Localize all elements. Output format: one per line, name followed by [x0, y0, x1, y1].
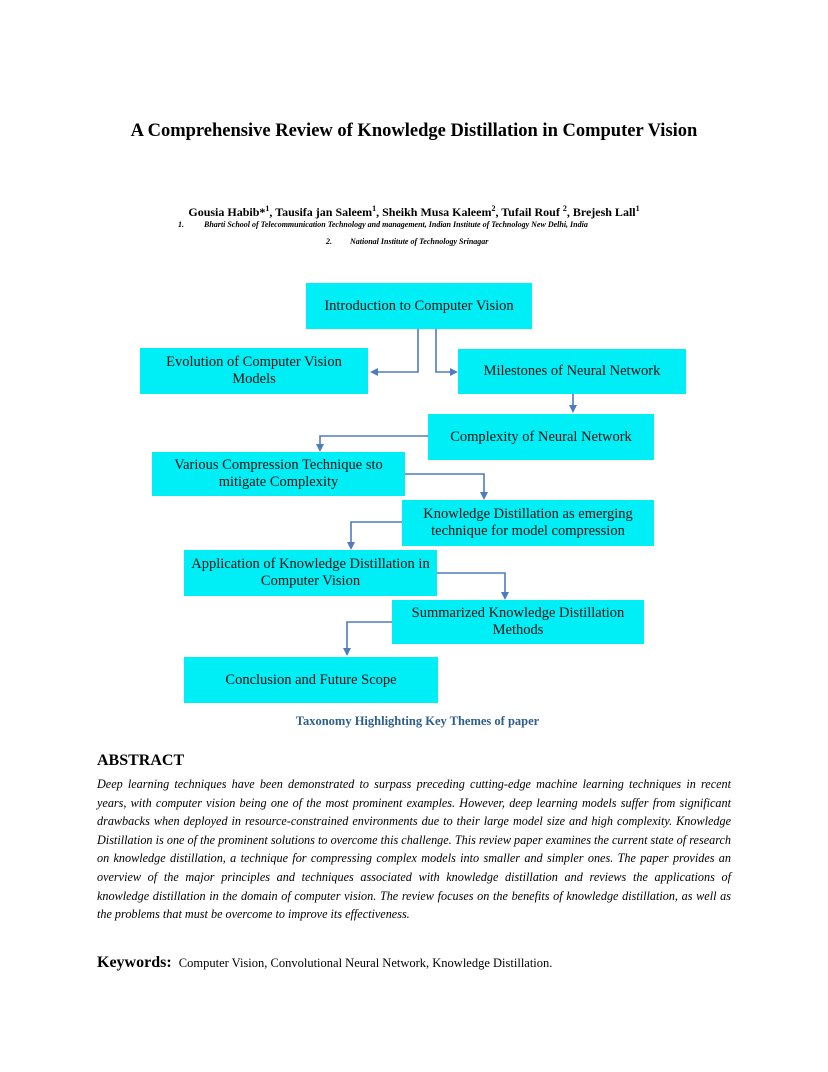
author-separator: , — [566, 205, 573, 219]
keywords-label: Keywords: — [97, 954, 172, 971]
author-name: Gousia Habib* — [188, 205, 266, 219]
author-affiliation-mark: 2 — [562, 204, 567, 213]
node-intro-computer-vision: Introduction to Computer Vision — [306, 283, 532, 329]
affiliation-number: 2. — [326, 237, 332, 246]
author-name: Brejesh Lall — [572, 205, 636, 219]
node-complexity-neural-network: Complexity of Neural Network — [428, 414, 654, 460]
author-name: Tausifa jan Saleem — [275, 205, 373, 219]
node-compression-techniques: Various Compression Technique sto mitigate Complexity — [152, 452, 405, 496]
arrow-intro-to-evolution — [372, 329, 418, 372]
figure-caption: Taxonomy Highlighting Key Themes of paper — [295, 714, 540, 728]
arrow-compression-to-kd-emerging — [405, 474, 484, 498]
author-affiliation-mark: 1 — [372, 204, 377, 213]
keywords-text: Computer Vision, Convolutional Neural Network, Knowledge Distillation. — [178, 956, 553, 970]
paper-title: A Comprehensive Review of Knowledge Distillation in Computer Vision — [130, 121, 698, 141]
node-conclusion-future-scope: Conclusion and Future Scope — [184, 657, 438, 703]
node-application-kd-cv: Application of Knowledge Distillation in Computer Vision — [184, 550, 437, 596]
keywords-line — [97, 954, 552, 972]
arrow-complexity-to-compression — [320, 436, 430, 450]
author-separator: , — [495, 205, 502, 219]
author-affiliation-mark: 2 — [491, 204, 496, 213]
arrow-kd-emerging-to-application — [351, 522, 402, 548]
author-affiliation-mark: 1 — [635, 204, 640, 213]
affiliation-text: Bharti School of Telecommunication Technology and management, Indian Institute of Technology New Delhi, India — [204, 220, 588, 229]
affiliation-number: 1. — [178, 220, 184, 229]
arrow-intro-to-milestones — [436, 329, 456, 372]
node-kd-emerging-technique: Knowledge Distillation as emerging technique for model compression — [402, 500, 654, 546]
node-summarized-kd-methods: Summarized Knowledge Distillation Methods — [392, 600, 644, 644]
arrow-application-to-summarized — [437, 573, 505, 598]
author-separator: , — [269, 205, 276, 219]
node-evolution-models: Evolution of Computer Vision Models — [140, 348, 368, 394]
node-milestones-neural-network: Milestones of Neural Network — [458, 349, 686, 394]
abstract-heading: ABSTRACT — [97, 752, 185, 769]
author-name: Sheikh Musa Kaleem — [382, 205, 492, 219]
author-affiliation-mark: 1 — [265, 204, 270, 213]
arrow-summarized-to-conclusion — [347, 622, 393, 654]
author-name: Tufail Rouf — [501, 205, 563, 219]
affiliation-text: National Institute of Technology Srinagar — [350, 237, 489, 246]
author-separator: , — [376, 205, 383, 219]
abstract-body: Deep learning techniques have been demonstrated to surpass preceding cutting-edge machine learning techniques in recent years, with computer vision being one of the most prominent examples. However, deep learning models suffer from significant drawbacks when deployed in resource-constrained environments due to their large model size and high complexity. Knowledge Distillation is one of the prominent solutions to overcome this challenge. This review paper examines the current state of research on knowledge distillation, a technique for compressing complex models into smaller and simpler ones. The paper provides an overview of the major principles and techniques associated with knowledge distillation and reviews the applications of knowledge distillation in the domain of computer vision. The review focuses on the benefits of knowledge distillation, as well as the problems that must be overcome to improve its effectiveness. — [97, 777, 731, 922]
